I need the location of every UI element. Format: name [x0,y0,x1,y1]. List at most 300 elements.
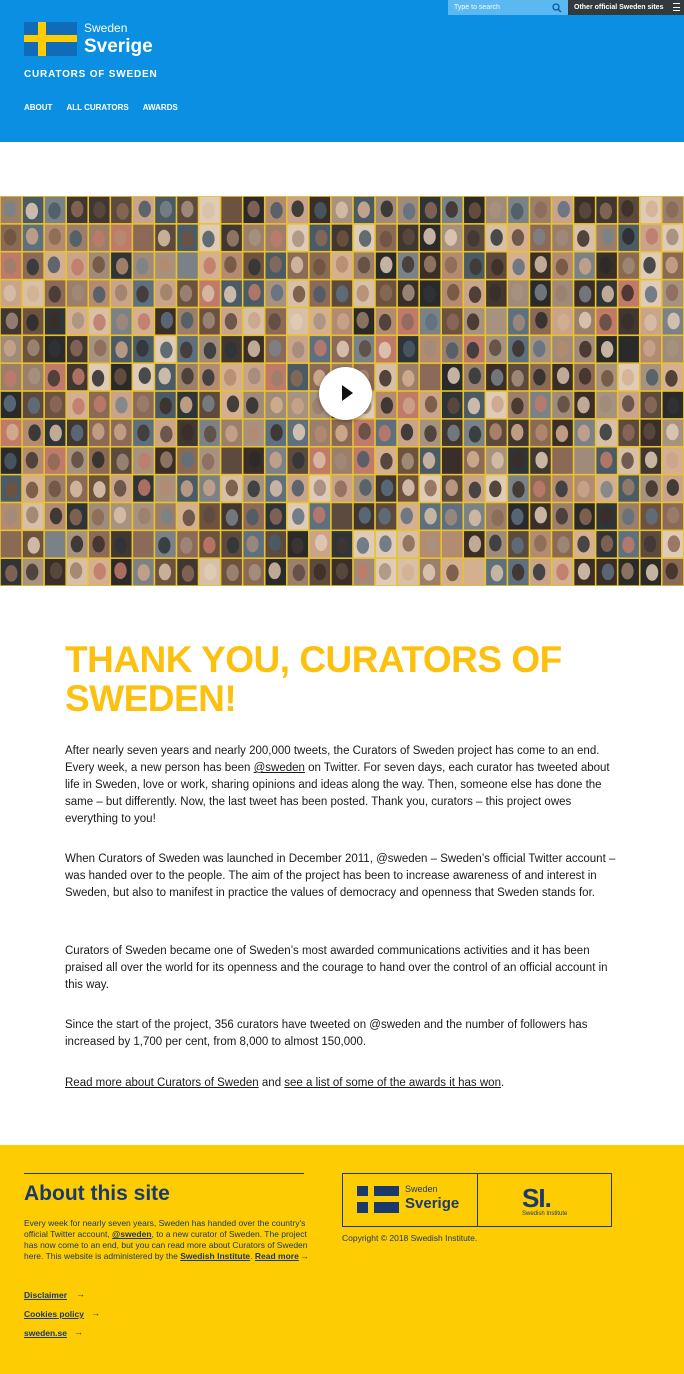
curator-face [48,256,60,273]
curator-face [202,453,214,470]
curator-face [271,370,283,387]
curator-face [489,480,501,497]
curator-face [224,286,236,303]
curator-face [357,451,369,468]
curator-face [246,536,258,553]
curator-face [4,340,16,357]
curator-face [49,341,61,358]
curator-face [138,479,150,496]
curator-face [379,370,391,387]
curator-face [425,370,437,387]
curator-face [114,229,126,246]
curator-face [158,537,170,554]
swedish-flag-icon [357,1186,399,1213]
curator-face [161,508,173,525]
curator-face [293,286,305,303]
curator-face [225,342,237,359]
curator-face [114,480,126,497]
curator-face [71,259,83,276]
curator-face [248,259,260,276]
intro-paragraph [65,743,621,828]
curator-face [270,424,282,441]
curator-face [621,563,633,580]
swedish-flag-icon [24,22,77,56]
curator-face [644,536,656,553]
curator-face [270,452,282,469]
curator-face [489,535,501,552]
curator-face [114,562,126,579]
curator-face [181,368,193,385]
curator-face [337,313,349,330]
curator-face [72,312,84,329]
curator-face [49,481,61,498]
curator-face [115,284,127,301]
curator-face [180,396,192,413]
curator-face [292,452,304,469]
curator-face [92,423,104,440]
curator-face [534,535,546,552]
curator-face [535,395,547,412]
curator-face [269,535,281,552]
curator-face [335,425,347,442]
curator-face [622,536,634,553]
curator-face [292,230,304,247]
curator-face [4,453,16,470]
curator-face [204,563,216,580]
arrow-right-icon: → [299,1251,309,1261]
curator-face [359,507,371,524]
curator-face [137,424,149,441]
curator-face [268,313,280,330]
curator-face [447,284,459,301]
curator-face [467,451,479,468]
curator-face [48,536,60,553]
curator-face [27,259,39,276]
curator-face [6,313,18,330]
curator-face [379,563,391,580]
curator-face [202,285,214,302]
curator-face [136,340,148,357]
curator-face [248,312,260,329]
curator-face [511,398,523,415]
search-input[interactable] [454,4,549,11]
curator-face [401,313,413,330]
curator-face [423,228,435,245]
curator-face [621,285,633,302]
curator-face [556,425,568,442]
curator-face [249,229,261,246]
curator-face [27,339,39,356]
curator-face [557,314,569,331]
curator-face [558,201,570,218]
sweden-twitter-link[interactable]: @sweden [253,762,305,774]
curator-face [446,453,458,470]
curator-face [423,452,435,469]
curator-face [137,395,149,412]
curator-face [556,508,568,525]
footer-title: About this site [24,1182,170,1205]
curator-face [180,257,192,274]
curator-face [533,564,545,581]
logo-sverige-text: Sverige [84,36,153,57]
curator-face [491,565,503,582]
curator-face [357,563,369,580]
curator-face [577,536,589,553]
main-nav [24,103,178,112]
curator-face [115,537,127,554]
footer-sweden-link[interactable]: @sweden [112,1229,152,1239]
search-box [448,0,568,15]
search-icon[interactable] [549,0,565,15]
curator-face [71,201,83,218]
curator-face [491,259,503,276]
curator-face [138,508,150,525]
curator-face [578,563,590,580]
curator-face [93,256,105,273]
curator-face [425,536,437,553]
curator-face [115,397,127,414]
curator-face [268,562,280,579]
curator-face [643,423,655,440]
footer-text-b: , to a new curator of Sweden. The project has now come to an end, but you can read more about Curators of Sweden here. This website is administered by the [24,1229,308,1261]
curator-face [666,563,678,580]
other-sites-label: Other official Sweden sites [574,4,664,11]
curator-face [622,340,634,357]
disclaimer-link[interactable] [24,1290,67,1300]
curator-face [271,284,283,301]
play-button[interactable] [319,367,372,420]
curator-face [601,341,613,358]
curator-face [336,285,348,302]
site-name[interactable]: CURATORS OF SWEDEN [24,69,158,80]
curator-face [48,202,60,219]
curator-face [246,509,258,526]
curator-face [424,508,436,525]
curator-face [359,479,371,496]
curator-face [646,480,658,497]
curator-face [380,231,392,248]
curator-face [181,480,193,497]
curator-face [160,284,172,301]
curator-face [337,341,349,358]
curator-face [204,342,216,359]
curator-face [533,481,545,498]
curator-face [202,231,214,248]
curator-face [203,479,215,496]
awards-list-link[interactable]: see a list of some of the awards it has won [284,1077,501,1089]
curator-face [27,285,39,302]
swedish-institute-logo[interactable] [478,1174,611,1226]
curator-face [579,341,591,358]
curator-face [512,340,524,357]
curator-face [403,535,415,552]
curator-face [401,424,413,441]
curator-face [224,369,236,386]
curator-face [114,424,126,441]
curator-face [359,230,371,247]
curator-face [181,312,193,329]
curator-face [665,370,677,387]
curator-face [577,230,589,247]
curator-face [138,453,150,470]
curator-face [600,424,612,441]
curator-face [138,564,150,581]
curator-face [227,537,239,554]
curator-face [357,285,369,302]
curator-face [667,397,679,414]
sweden-sverige-logo[interactable] [343,1174,478,1226]
curator-face [5,508,17,525]
curator-face [556,564,568,581]
curator-face [314,564,326,581]
top-bar [448,0,684,15]
menu-icon [673,3,680,11]
curator-face [535,201,547,218]
curator-face [139,201,151,218]
nav-about[interactable]: ABOUT [24,103,53,112]
other-sweden-sites-button[interactable] [568,0,684,15]
curator-face [71,451,83,468]
curator-face [380,256,392,273]
curator-face [248,340,260,357]
sweden-logo[interactable] [24,22,153,56]
curator-face [136,228,148,245]
arrow-right-icon: → [74,1327,83,1337]
curator-face [246,397,258,414]
curator-face [645,452,657,469]
curator-face [378,425,390,442]
curator-face [92,370,104,387]
curator-face [180,537,192,554]
curator-face [489,339,501,356]
curator-face [379,314,391,331]
curator-face [535,507,547,524]
curator-face [26,452,38,469]
curator-face [92,509,104,526]
curator-face [379,508,391,525]
curator-face [579,258,591,275]
curator-face [92,536,104,553]
curator-face [403,341,415,358]
curator-face [26,482,38,499]
curator-face [224,203,236,220]
curator-face [114,368,126,385]
curator-face [379,535,391,552]
curator-face [469,426,481,443]
curator-face [469,565,481,582]
curator-face [4,370,16,387]
swedish-institute-link[interactable]: Swedish Institute [180,1251,251,1261]
curator-face [403,203,415,220]
curator-face [557,396,569,413]
curator-face [181,201,193,218]
curator-face [6,534,18,551]
curator-face [93,314,105,331]
read-more-link[interactable]: Read more about Curators of Sweden [65,1077,259,1089]
awards-paragraph: Curators of Sweden became one of Sweden’s most awarded communications activities and it has been praised all over the world for its openness and the courage to hand over the control of an official account in this way. [65,945,608,991]
curator-face [381,397,393,414]
curator-face [557,536,569,553]
curator-face [578,454,590,471]
curator-face [556,452,568,469]
curator-face [71,424,83,441]
curator-face [600,451,612,468]
curator-face [448,367,460,384]
curator-face [225,313,237,330]
curator-face [511,424,523,441]
nav-all-curators[interactable]: ALL CURATORS [66,103,129,112]
curator-face [93,286,105,303]
curator-face [512,452,524,469]
curator-face [94,340,106,357]
curator-face [314,480,326,497]
curator-face [248,368,260,385]
curator-face [469,286,481,303]
curator-face [600,481,612,498]
curator-face [292,341,304,358]
si-mark: SI. [522,1183,551,1213]
curator-face [71,536,83,553]
footer-about-text [24,1218,314,1262]
curator-face [622,508,634,525]
curator-face [290,370,302,387]
sweden-se-label: sweden.se [24,1328,67,1338]
cookies-policy-link[interactable] [24,1309,84,1319]
curator-face [248,284,260,301]
curator-face [202,202,214,219]
curator-face [423,286,435,303]
p5-end: . [500,1077,505,1089]
curator-face [270,231,282,248]
curator-face [202,395,214,412]
curator-face [227,396,239,413]
curator-face [402,453,414,470]
curator-face [402,228,414,245]
curator-face [313,313,325,330]
curator-face [602,286,614,303]
curator-face [181,424,193,441]
curator-face [577,397,589,414]
curator-face [535,452,547,469]
curator-face [337,508,349,525]
curator-face [26,507,38,524]
curator-face [666,202,678,219]
curator-face [159,368,171,385]
si-text: Swedish Institute [522,1211,568,1217]
curator-face [555,285,567,302]
curator-face [358,201,370,218]
curator-face [293,424,305,441]
curator-face [93,231,105,248]
curator-face [93,202,105,219]
curator-face [26,314,38,331]
curator-face [269,256,281,273]
curator-face [511,203,523,220]
curator-face [666,340,678,357]
curator-face [447,535,459,552]
curator-face [313,286,325,303]
footer-logos [342,1173,612,1227]
curator-face [579,286,591,303]
curator-face [402,284,414,301]
site-footer [0,1145,684,1374]
curator-face [491,509,503,526]
curator-face [336,202,348,219]
curator-face [491,396,503,413]
curator-face [94,563,106,580]
curator-face [358,423,370,440]
curator-face [160,398,172,415]
curator-face [468,398,480,415]
curator-face [599,314,611,331]
curator-face [114,507,126,524]
sweden-se-link[interactable] [24,1328,67,1338]
curator-face [535,284,547,301]
stats-paragraph: Since the start of the project, 356 curators have tweeted on @sweden and the number of followers has increased by 1,700 per cent, from 8,000 to almost 150,000. [65,1019,588,1048]
curator-face [50,396,62,413]
curator-face [160,426,172,443]
arrow-right-icon: → [91,1308,100,1318]
curator-face [313,452,325,469]
curator-face [335,480,347,497]
curator-face [621,200,633,217]
curator-face [249,564,261,581]
curator-face [116,258,128,275]
arrow-right-icon: → [76,1289,85,1299]
curator-face [314,202,326,219]
curator-face [224,256,236,273]
curator-face [424,256,436,273]
curator-face [403,397,415,414]
curator-face [180,285,192,302]
curator-face [26,203,38,220]
curator-face [402,256,414,273]
curator-face [424,425,436,442]
curator-face [116,454,128,471]
curator-face [292,398,304,415]
curator-face [469,367,481,384]
footer-logo-sweden: Sweden [405,1184,438,1194]
curator-face [202,369,214,386]
curator-face [666,229,678,246]
curator-face [622,369,634,386]
curator-face [226,564,238,581]
curator-face [70,230,82,247]
curator-face [646,228,658,245]
curator-face [249,451,261,468]
curator-face [467,230,479,247]
curator-face [469,202,481,219]
curator-face [646,369,658,386]
curator-face [646,564,658,581]
footer-read-more-link[interactable] [255,1251,299,1261]
curator-face [180,342,192,359]
curator-face [313,507,325,524]
nav-awards[interactable]: AWARDS [142,103,178,112]
curator-face [182,565,194,582]
curator-face [226,480,238,497]
curator-face [72,284,84,301]
curator-face [203,257,215,274]
curator-face [161,312,173,329]
p1-text-a: After nearly seven years and nearly 200,000 tweets, the Curators of Sweden project has come to an end. Every week, a new person has been [65,745,600,774]
copyright: Copyright © 2018 Swedish Institute. [342,1233,478,1243]
curator-face [402,564,414,581]
curator-face [511,370,523,387]
curator-face [290,313,302,330]
curator-face [291,257,303,274]
curator-face [26,564,38,581]
